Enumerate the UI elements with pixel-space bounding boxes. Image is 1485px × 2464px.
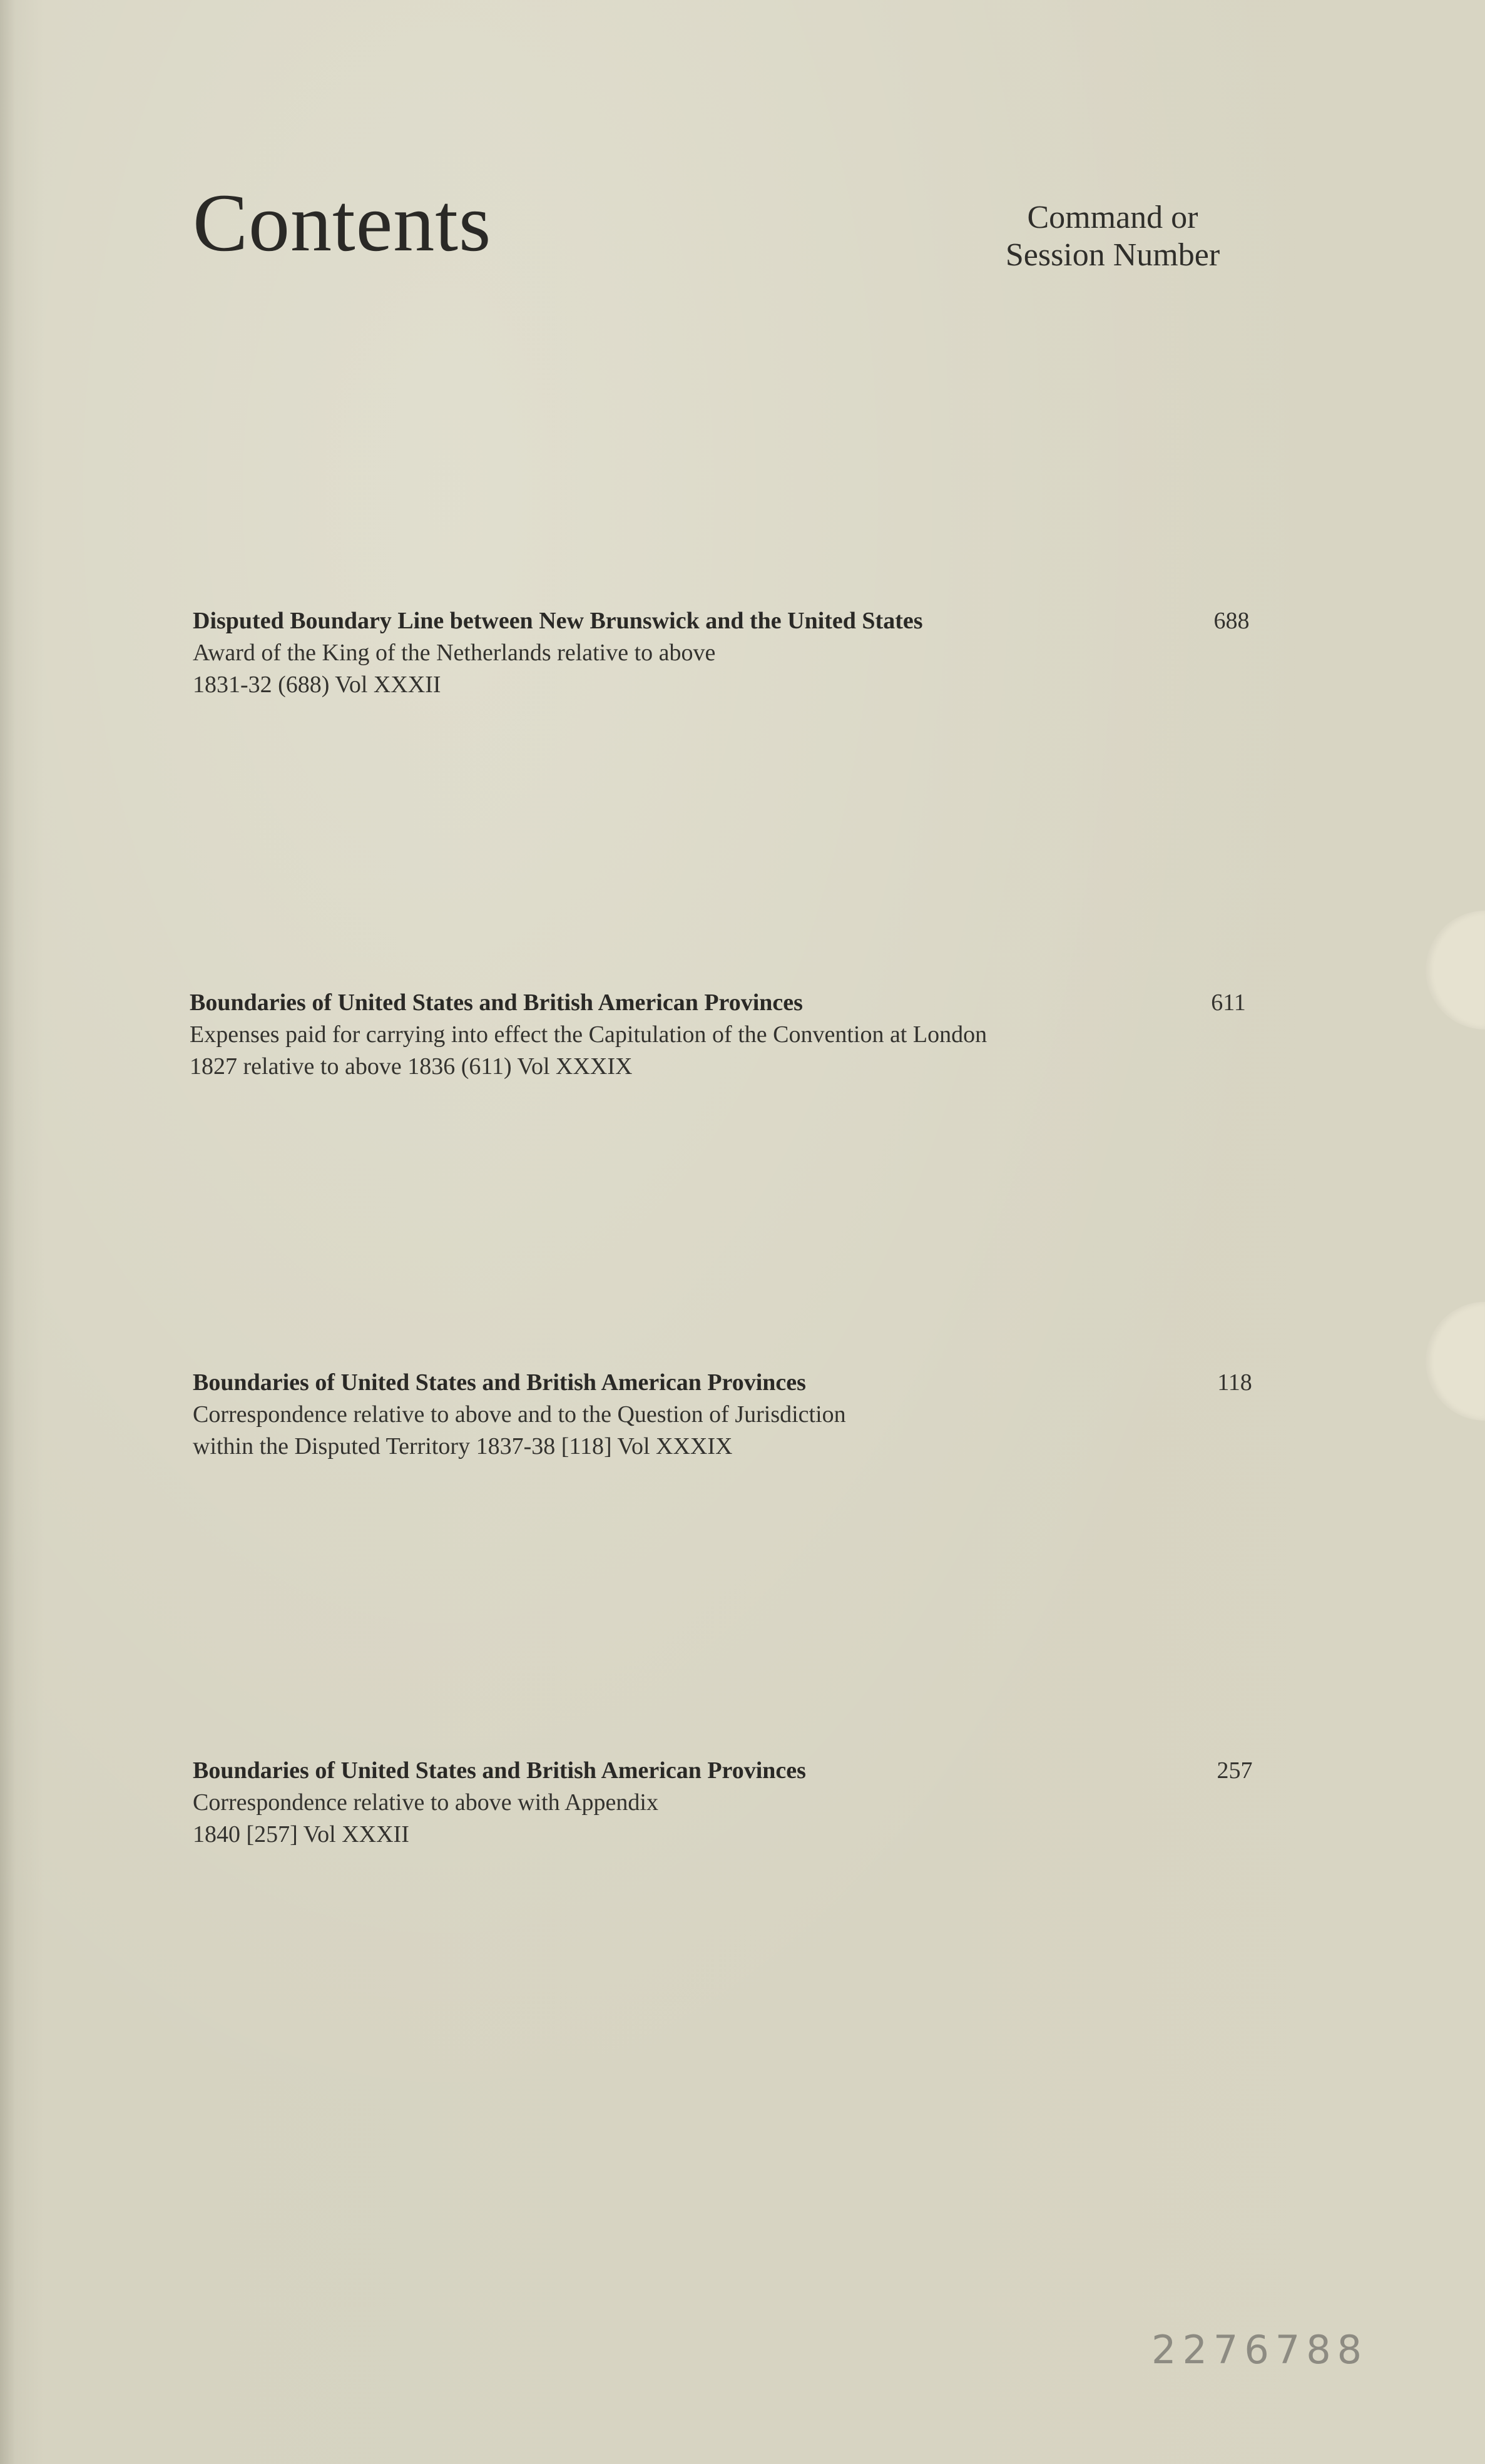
entry-session-number: 118 bbox=[1217, 1369, 1252, 1396]
entry-reference: 1831-32 (688) Vol XXXII bbox=[193, 672, 441, 698]
entry-description: Award of the King of the Netherlands relative to above bbox=[193, 640, 716, 666]
entry-title: Boundaries of United States and British American Provinces bbox=[193, 1369, 806, 1396]
column-header bbox=[956, 199, 1269, 274]
contents-entry bbox=[193, 1366, 1257, 1463]
entry-title: Boundaries of United States and British American Provinces bbox=[193, 1757, 806, 1784]
page-tab-notch-upper bbox=[1426, 911, 1485, 1030]
entry-reference: 1840 [257] Vol XXXII bbox=[193, 1821, 409, 1848]
column-header-line-2: Session Number bbox=[1005, 237, 1220, 273]
entry-description: Expenses paid for carrying into effect the Capitulation of the Convention at London bbox=[190, 1021, 987, 1048]
contents-entry bbox=[193, 1754, 1257, 1851]
entry-session-number: 688 bbox=[1213, 608, 1250, 634]
entry-description: Correspondence relative to above and to the Question of Jurisdiction bbox=[193, 1401, 846, 1428]
page-tab-notch-lower bbox=[1426, 1302, 1485, 1421]
contents-entry bbox=[193, 605, 1257, 701]
entry-session-number: 611 bbox=[1211, 989, 1246, 1016]
page-title: Contents bbox=[193, 176, 492, 268]
serial-number-stamp: 2276788 bbox=[1151, 2327, 1369, 2373]
entry-session-number: 257 bbox=[1217, 1757, 1253, 1784]
entry-title: Disputed Boundary Line between New Brunswick and the United States bbox=[193, 608, 923, 634]
entry-description: Correspondence relative to above with Appendix bbox=[193, 1789, 658, 1816]
entry-reference: 1827 relative to above 1836 (611) Vol XXXIX bbox=[190, 1053, 633, 1080]
contents-entry bbox=[190, 986, 1253, 1083]
column-header-line-1: Command or bbox=[1027, 200, 1198, 235]
entry-title: Boundaries of United States and British American Provinces bbox=[190, 989, 803, 1016]
entry-reference: within the Disputed Territory 1837-38 [118] Vol XXXIX bbox=[193, 1433, 733, 1459]
